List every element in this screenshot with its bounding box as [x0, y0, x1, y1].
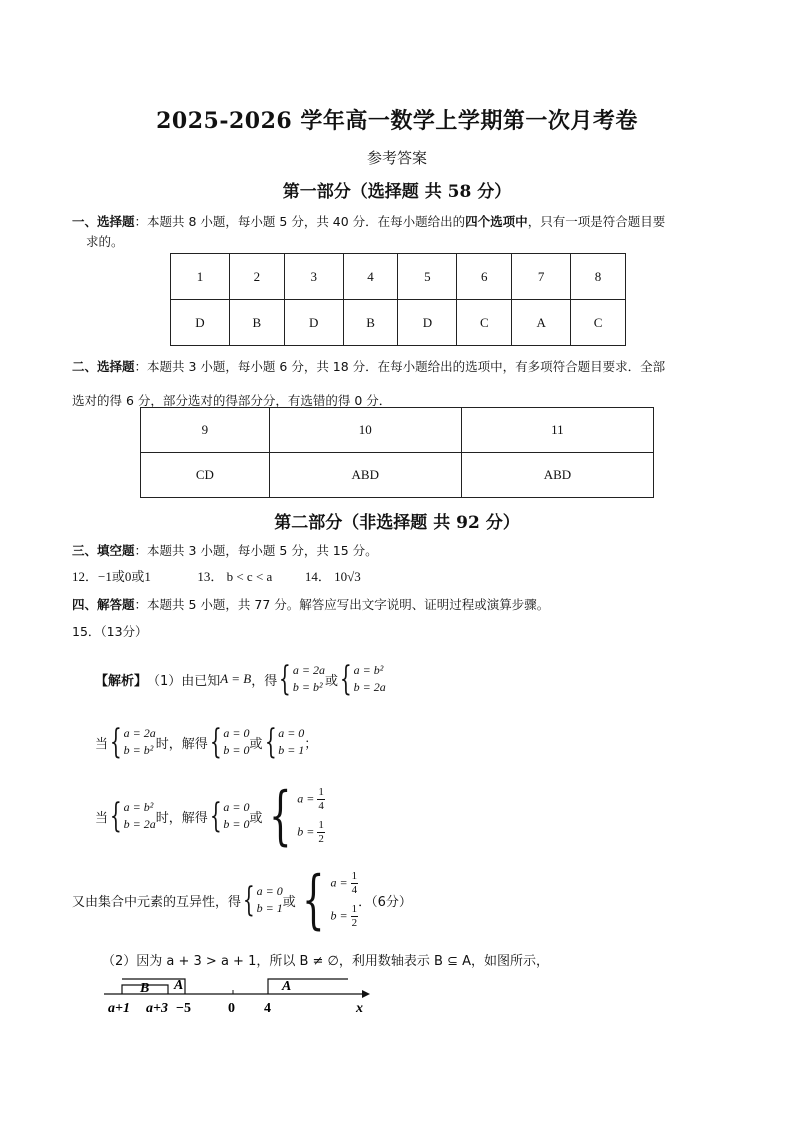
table1-answer: D [284, 300, 343, 346]
table1-number: 7 [512, 254, 571, 300]
axis-arrow [362, 990, 370, 998]
part2-heading: 第二部分（非选择题 共 92 分） [274, 513, 520, 533]
eq-row: a = 0 [256, 884, 283, 898]
eq-row: b = 2a [123, 817, 156, 831]
q15-case2 [95, 780, 325, 852]
system-8 [263, 779, 325, 853]
brace: { [109, 722, 122, 762]
q15-step4: （2）因为 a + 3 > a + 1，所以 B ≠ ∅，利用数轴表示 B ⊆ A，如图所示， [102, 954, 549, 969]
section1-text2: ，只有一项是符合题目要 [527, 214, 666, 229]
eq-row: b = 0 [223, 743, 250, 757]
system-1 [277, 659, 325, 699]
system-10 [296, 863, 358, 937]
or-text: 或 [324, 673, 338, 689]
section1-bold: 四个选项中 [465, 214, 528, 229]
table2-number: 10 [269, 408, 461, 453]
step1-eq: A = B [220, 671, 252, 686]
table1-answer: A [512, 300, 571, 346]
eq-row: a = 0 [223, 800, 250, 814]
step1-then: ，得 [251, 673, 278, 689]
q15-header: 15．（13分） [72, 624, 148, 639]
table1-number: 1 [171, 254, 230, 300]
label-minus-5: −5 [176, 1001, 191, 1016]
fraction [317, 786, 325, 813]
system-6 [108, 796, 156, 836]
numerator: 1 [351, 903, 358, 915]
part1-heading: 第一部分（选择题 共 58 分） [282, 182, 512, 202]
section2-text: ：本题共 3 小题，每小题 6 分，共 18 分．在每小题给出的选项中，有多项符合题目要求．全部 [134, 359, 666, 374]
eq-row: a = 0 [278, 726, 305, 740]
system-7 [208, 796, 250, 836]
eq-row: b = 0 [223, 817, 250, 831]
system-3 [108, 722, 156, 762]
section2-text2: 选对的得 6 分，部分选对的得部分分，有选错的得 0 分． [72, 393, 392, 408]
label-x: x [356, 1001, 363, 1016]
table2-answer: CD [141, 453, 270, 498]
eq-row: b = 2a [353, 680, 386, 694]
score-note: ．（6分） [358, 894, 412, 910]
set-a-label-left: A [174, 978, 184, 993]
q15-case1 [95, 722, 317, 762]
or-text: 或 [249, 810, 263, 826]
brace: { [301, 863, 325, 937]
system-4 [208, 722, 250, 762]
table1-number: 3 [284, 254, 343, 300]
fraction [351, 903, 359, 930]
brace: { [264, 722, 277, 762]
number-line [100, 970, 380, 1018]
brace: { [268, 779, 292, 853]
fraction [317, 819, 325, 846]
analysis-label: 【解析】 [95, 673, 148, 689]
or-text: 或 [282, 894, 296, 910]
denominator: 4 [351, 884, 358, 896]
brace: { [209, 796, 222, 836]
eq-row: a = 0 [223, 726, 250, 740]
section1-text3: 求的。 [86, 234, 124, 249]
label-a-plus-3: a+3 [146, 1001, 168, 1016]
label-a-plus-1: a+1 [108, 1001, 130, 1016]
eq-row-frac [331, 870, 359, 897]
page-subtitle: 参考答案 [366, 149, 427, 167]
step1-text: （1）由已知 [147, 673, 221, 689]
set-a-label-right: A [282, 979, 292, 994]
label-zero: 0 [228, 1001, 235, 1016]
section4-lead: 四、解答题 [72, 597, 135, 612]
eq-row: b = b² [292, 680, 323, 694]
table2-answer: ABD [269, 453, 461, 498]
solve-text: 时，解得 [155, 810, 208, 826]
table1-number: 4 [343, 254, 398, 300]
section1-lead: 一、选择题 [72, 214, 135, 229]
table1-answer: C [457, 300, 512, 346]
when-text: 当 [95, 736, 109, 752]
answer-table-2 [140, 407, 654, 498]
eq-row: a = b² [353, 663, 384, 677]
numerator: 1 [318, 786, 324, 798]
page-title: 2025-2026 学年高一数学上学期第一次月考卷 [156, 108, 638, 134]
section3-lead: 三、填空题 [72, 543, 135, 558]
eq-row: b = 1 [278, 743, 305, 757]
section3-answers [72, 567, 732, 587]
section3-text: ：本题共 3 小题，每小题 5 分，共 15 分。 [134, 543, 378, 558]
semicolon: ； [304, 736, 318, 752]
table1-answer: B [229, 300, 284, 346]
answer-12: 12．−1或0或1 [72, 569, 151, 584]
table1-answer: D [171, 300, 230, 346]
eq-row: b = b² [123, 743, 154, 757]
section2-lead: 二、选择题 [72, 359, 135, 374]
set-b-label: B [140, 981, 150, 996]
eq-row: a = 2a [123, 726, 156, 740]
table1-number: 2 [229, 254, 284, 300]
set-a-right-bracket [268, 979, 348, 994]
eq-row-frac [297, 819, 325, 846]
brace: { [209, 722, 222, 762]
section4-text: ：本题共 5 小题，共 77 分。解答应写出文字说明、证明过程或演算步骤。 [134, 597, 550, 612]
table1-answer: B [343, 300, 398, 346]
eq-lhs: b = [330, 908, 348, 923]
table1-number: 8 [571, 254, 626, 300]
section1-instructions [72, 212, 732, 252]
when-text: 当 [95, 810, 109, 826]
numerator: 1 [351, 870, 358, 882]
table1-answer: C [571, 300, 626, 346]
step3-text: 又由集合中元素的互异性，得 [72, 894, 242, 910]
eq-row-frac [297, 786, 325, 813]
eq-lhs: a = [330, 875, 348, 890]
eq-row: b = 1 [256, 901, 283, 915]
numerator: 1 [318, 819, 324, 831]
answer-13: 13． b < c < a [197, 569, 273, 584]
denominator: 4 [318, 800, 324, 812]
eq-row-frac [331, 903, 359, 930]
answer-table-1 [170, 253, 626, 346]
section1-text: ：本题共 8 小题，每小题 5 分，共 40 分．在每小题给出的 [134, 214, 466, 229]
eq-lhs: b = [297, 824, 315, 839]
answer-14: 14． 10√3 [304, 569, 361, 584]
brace: { [242, 880, 255, 920]
q15-step1 [95, 659, 386, 699]
or-text: 或 [249, 736, 263, 752]
table1-number: 5 [398, 254, 457, 300]
section4-instructions [72, 595, 732, 615]
solve-text: 时，解得 [155, 736, 208, 752]
denominator: 2 [318, 833, 324, 845]
label-four: 4 [264, 1001, 271, 1016]
eq-row: a = 2a [292, 663, 325, 677]
q15-step3 [72, 864, 412, 936]
system-9 [241, 880, 283, 920]
eq-lhs: a = [297, 791, 315, 806]
table1-answer: D [398, 300, 457, 346]
system-2 [338, 659, 386, 699]
table2-number: 11 [461, 408, 653, 453]
brace: { [109, 796, 122, 836]
table2-number: 9 [141, 408, 270, 453]
brace: { [279, 659, 292, 699]
system-5 [263, 722, 305, 762]
brace: { [339, 659, 352, 699]
table2-answer: ABD [461, 453, 653, 498]
table1-number: 6 [457, 254, 512, 300]
eq-row: a = b² [123, 800, 154, 814]
section3-instructions [72, 541, 732, 561]
fraction [351, 870, 359, 897]
denominator: 2 [351, 917, 358, 929]
